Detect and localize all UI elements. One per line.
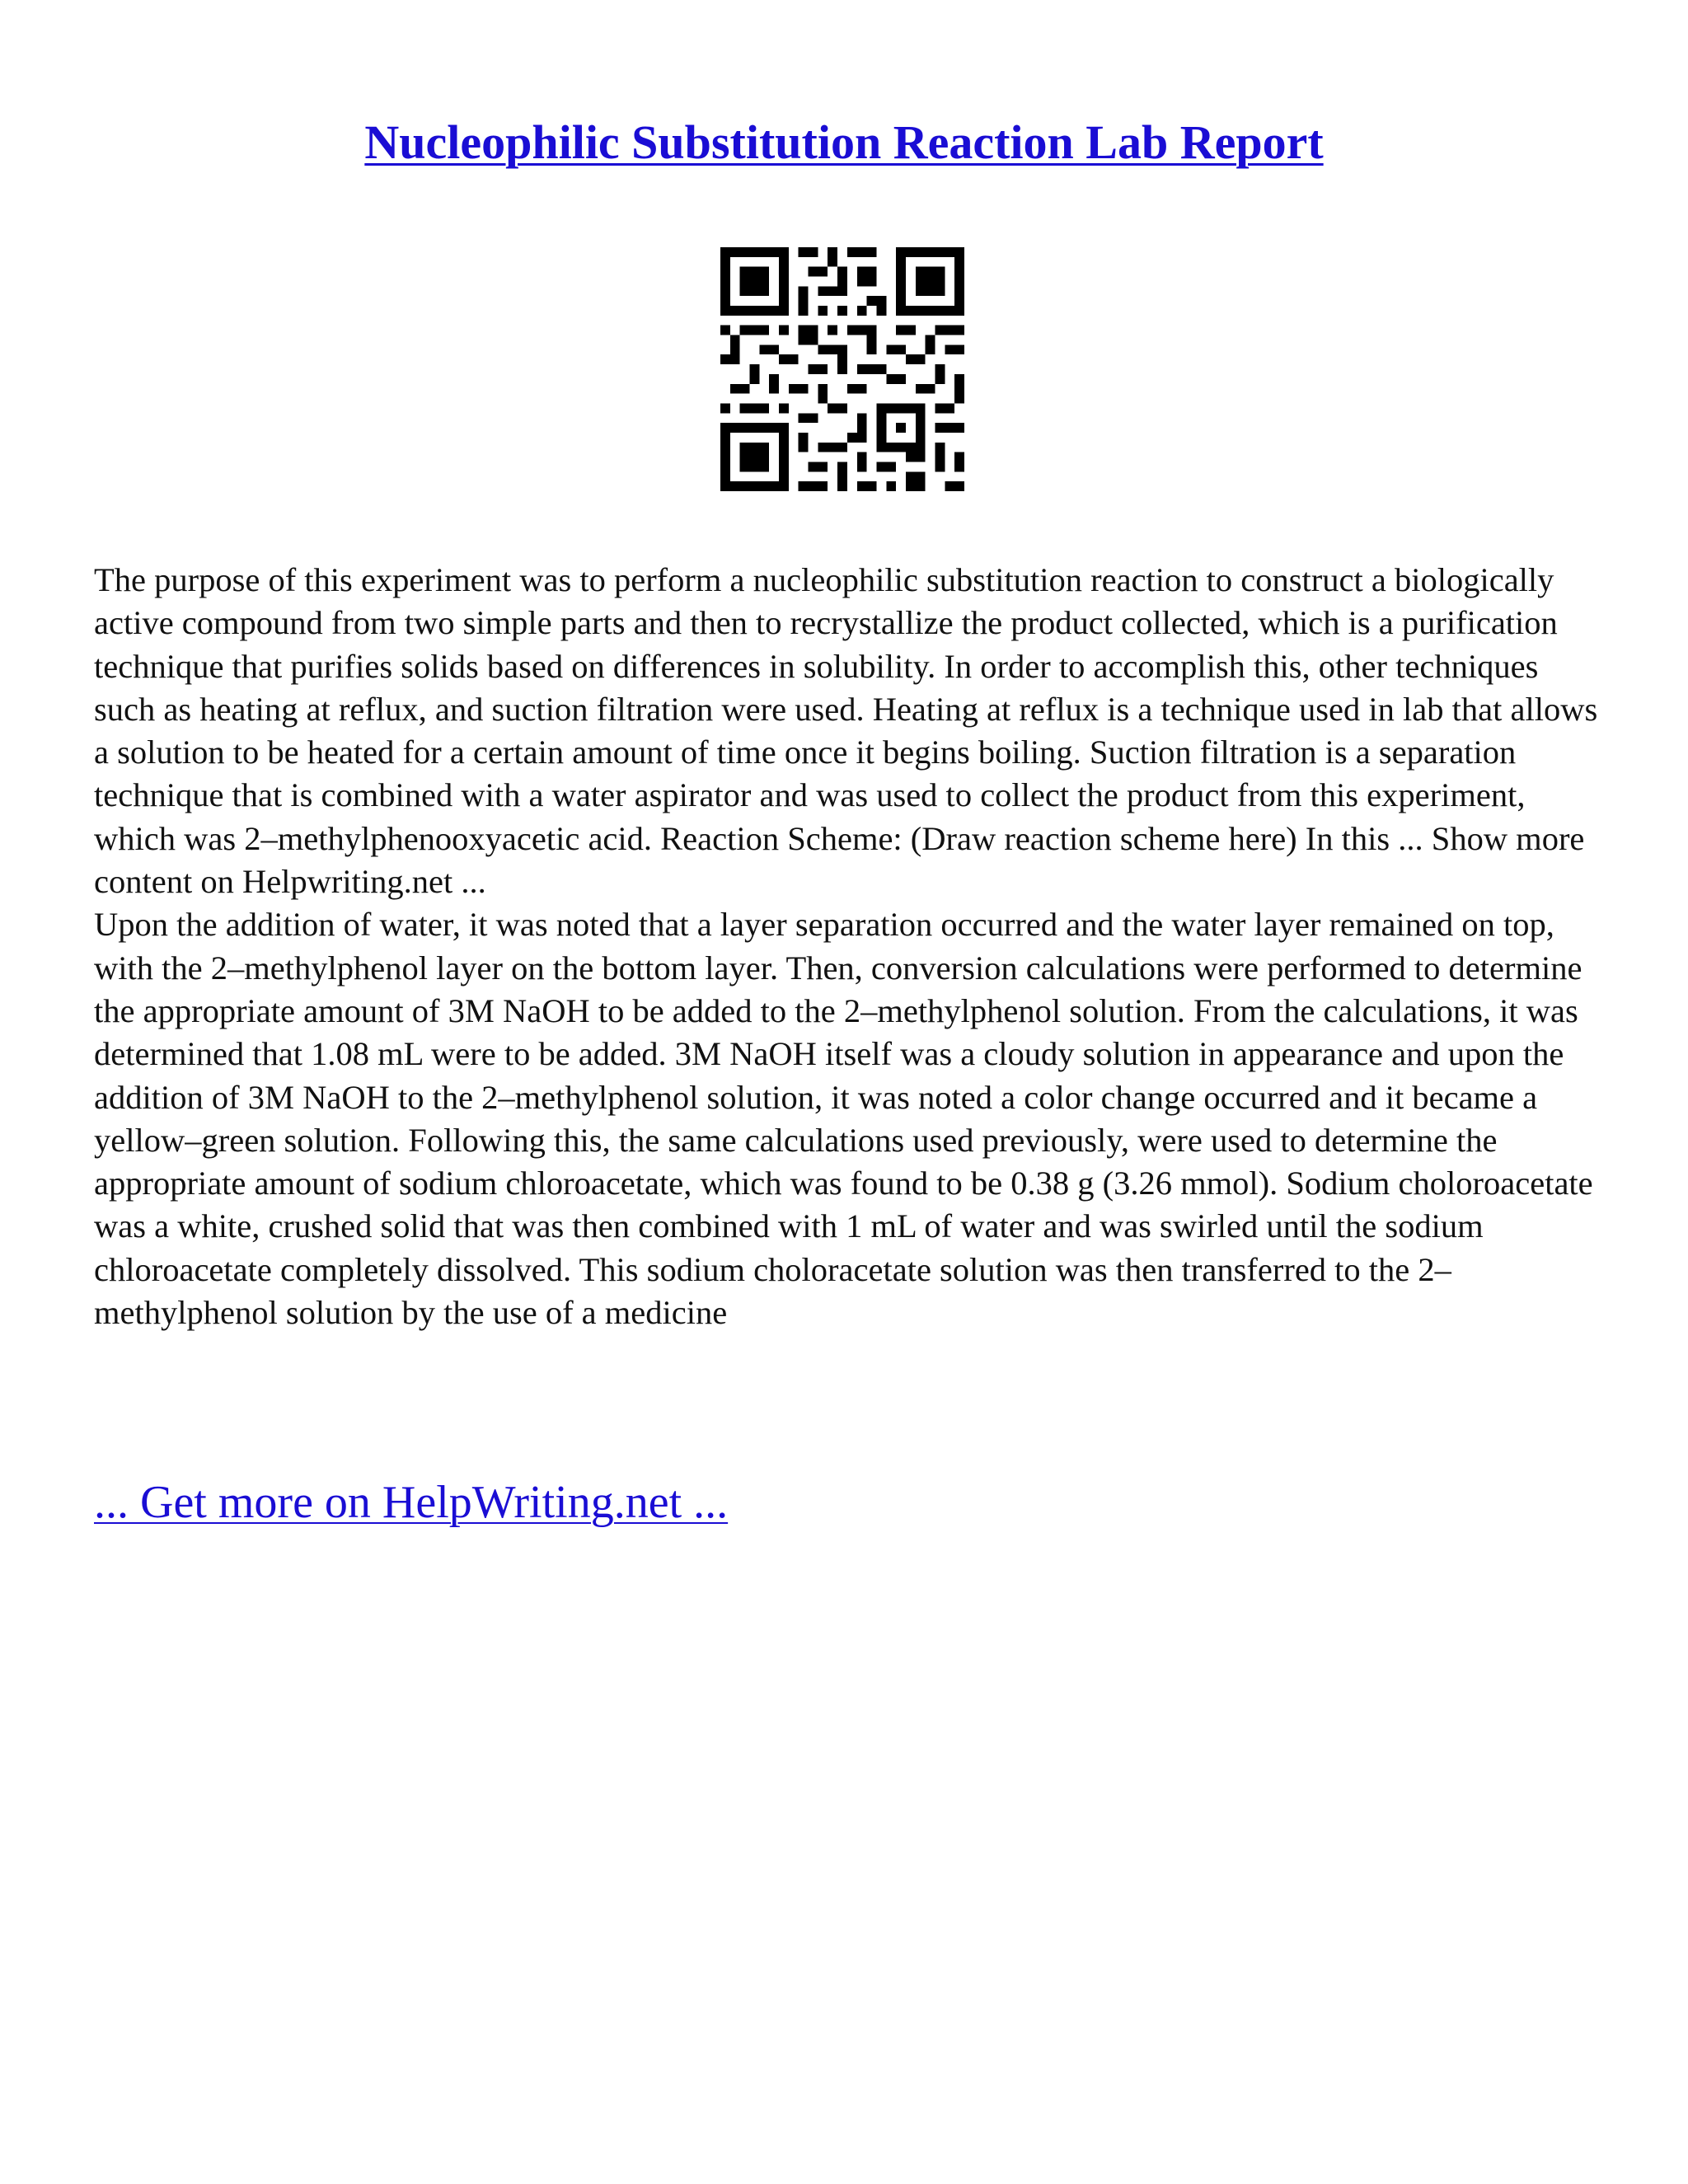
document-body xyxy=(94,559,1602,1334)
paragraph-2: Upon the addition of water, it was noted that a layer separation occurred and the water layer remained on top, with the 2–methylphenol layer on the bottom layer. Then, conversion calculations were performed to determine the appropriate amount of 3M NaOH to be added to the 2–methylphenol solution. From the calculations, it was determined that 1.08 mL were to be added. 3M NaOH itself was a cloudy solution in appearance and upon the addition of 3M NaOH to the 2–methylphenol solution, it was noted a color change occurred and it became a yellow–green solution. Following this, the same calculations used previously, were used to determine the appropriate amount of sodium chloroacetate, which was found to be 0.38 g (3.26 mmol). Sodium choloroacetate was a white, crushed solid that was then combined with 1 mL of water and was swirled until the sodium chloroacetate completely dissolved. This sodium choloracetate solution was then transferred to the 2–methylphenol solution by the use of a medicine xyxy=(94,906,1593,1332)
document-title xyxy=(0,114,1688,171)
title-link[interactable]: Nucleophilic Substitution Reaction Lab Report xyxy=(364,115,1324,169)
get-more-link-row xyxy=(94,1475,728,1530)
paragraph-1: The purpose of this experiment was to perform a nucleophilic substitution reaction to construct a biologically active compound from two simple parts and then to recrystallize the product collected, which is a purification technique that purifies solids based on differences in solubility. In order to accomplish this, other techniques such as heating at reflux, and suction filtration were used. Heating at reflux is a technique used in lab that allows a solution to be heated for a certain amount of time once it begins boiling. Suction filtration is a separation technique that is combined with a water aspirator and was used to collect the product from this experiment, which was 2–methylphenooxyacetic acid. Reaction Scheme: (Draw reaction scheme here) In this ... Show more content on Helpwriting.net ... xyxy=(94,561,1598,901)
qr-code-icon xyxy=(720,247,964,491)
get-more-link[interactable]: ... Get more on HelpWriting.net ... xyxy=(94,1477,729,1528)
